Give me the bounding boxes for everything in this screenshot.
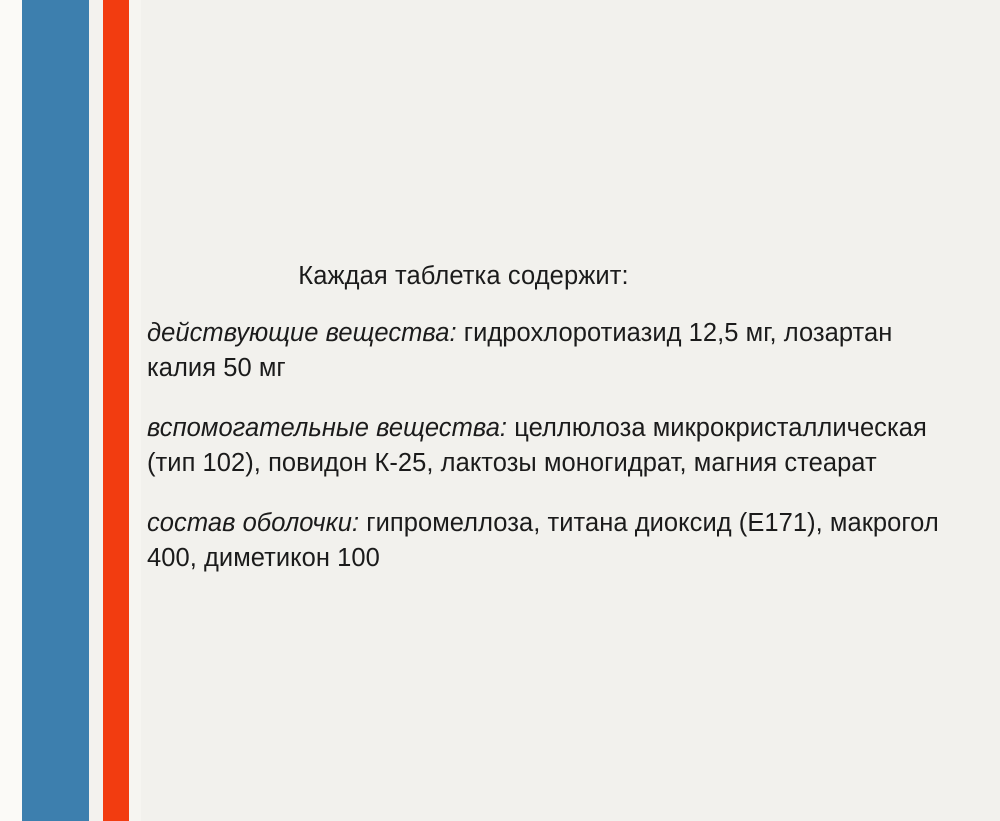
active-ingredients-label: действующие вещества:: [147, 319, 457, 347]
coating-label: состав оболочки:: [147, 509, 360, 537]
composition-text-block: [147, 262, 960, 576]
composition-heading: Каждая таблетка содержит:: [298, 262, 629, 290]
coating-value: гипромеллоза, титана диоксид (Е171), макрогол 400, диметикон 100: [147, 509, 939, 572]
blue-stripe: [22, 0, 89, 821]
excipients-label: вспомогательные вещества:: [147, 414, 508, 442]
left-margin: [0, 0, 22, 821]
red-stripe: [103, 0, 129, 821]
active-ingredients-value: гидрохлоротиазид 12,5 мг, лозартан калия 50 мг: [147, 319, 893, 382]
excipients-value: целлюлоза микрокристаллическая (тип 102), повидон К-25, лактозы моногидрат, магния стеарат: [147, 414, 927, 477]
active-ingredients-paragraph: [147, 316, 960, 386]
excipients-paragraph: [147, 411, 960, 481]
white-right-stripe: [129, 0, 141, 821]
coating-paragraph: [147, 506, 960, 576]
white-gap-stripe: [89, 0, 103, 821]
